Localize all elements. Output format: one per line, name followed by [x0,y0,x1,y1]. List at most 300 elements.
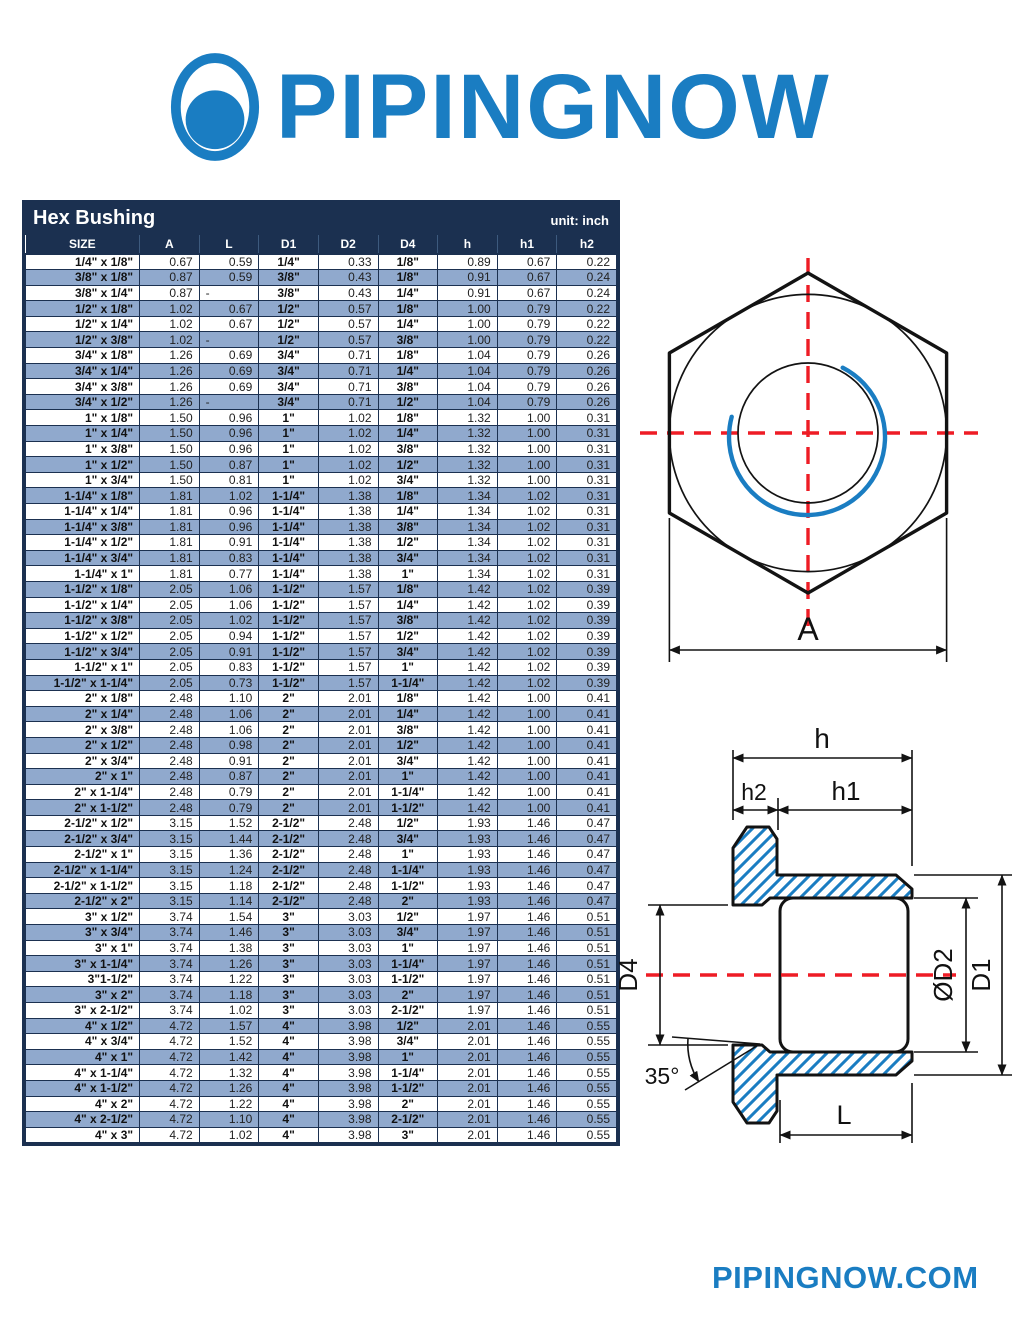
table-cell: 1/4" [378,285,438,301]
dim-label-D4: D4 [613,958,643,992]
table-cell: 0.67 [199,301,259,317]
table-cell: 1.57 [318,597,378,613]
table-cell: 2.01 [318,706,378,722]
table-row [26,659,617,675]
table-cell: 0.39 [557,628,617,644]
table-cell: 3" x 2" [26,987,140,1003]
table-cell: 2.48 [318,831,378,847]
table-cell: 3.15 [140,831,200,847]
table-cell: 1/2" [378,815,438,831]
table-cell: 1/2" [378,457,438,473]
table-cell: 0.91 [438,270,498,286]
table-cell: 1.34 [438,535,498,551]
table-cell: 1" x 1/8" [26,410,140,426]
table-cell: 0.22 [557,316,617,332]
table-row [26,753,617,769]
brand-header [168,50,831,164]
table-cell: 1-1/2" [378,878,438,894]
table-cell: 0.31 [557,457,617,473]
table-cell: 1-1/2" x 1-1/4" [26,675,140,691]
table-cell: 1.81 [140,488,200,504]
table-cell: 0.71 [318,394,378,410]
table-row [26,535,617,551]
table-cell: 1.42 [438,581,498,597]
table-cell: 0.41 [557,706,617,722]
table-cell: 1.46 [497,1065,557,1081]
table-cell: 4" x 1-1/4" [26,1065,140,1081]
table-cell: 1" [259,426,319,442]
table-cell: 1.02 [497,535,557,551]
table-cell: 0.41 [557,769,617,785]
table-cell: 1.00 [497,800,557,816]
table-row [26,1065,617,1081]
table-cell: 1/8" [378,301,438,317]
table-cell: 2" [259,737,319,753]
table-row [26,348,617,364]
table-cell: 2" [259,800,319,816]
table-cell: 3/8" [378,613,438,629]
table-cell: 2.01 [438,1127,498,1143]
table-cell: 2" [259,769,319,785]
table-cell: 1.52 [199,815,259,831]
table-cell: - [199,285,259,301]
table-cell: 2.05 [140,644,200,660]
table-cell: 1.46 [497,1034,557,1050]
table-row [26,550,617,566]
table-cell: 1-1/2" [259,597,319,613]
table-cell: 1.26 [199,1080,259,1096]
table-cell: 1-1/4" [378,675,438,691]
table-cell: 0.31 [557,426,617,442]
table-cell: 1.00 [438,316,498,332]
table-cell: 1/2" [378,628,438,644]
table-cell: 3.15 [140,893,200,909]
table-cell: 1.97 [438,987,498,1003]
table-cell: 1.02 [497,519,557,535]
website-footer: PIPINGNOW.COM [712,1260,979,1295]
table-cell: 3.74 [140,971,200,987]
table-cell: 1.52 [199,1034,259,1050]
table-cell: 3" [259,971,319,987]
table-cell: 0.73 [199,675,259,691]
table-cell: 0.31 [557,504,617,520]
table-cell: 2.48 [140,691,200,707]
column-header: D4 [378,235,438,254]
table-cell: 3.03 [318,1003,378,1019]
table-cell: 2-1/2" x 2" [26,893,140,909]
table-cell: 1.93 [438,815,498,831]
table-cell: 3" [378,1127,438,1143]
table-cell: 1" [259,441,319,457]
table-cell: 2-1/2" [259,878,319,894]
table-cell: 0.47 [557,847,617,863]
table-cell: 3" [259,956,319,972]
table-cell: 1.00 [497,691,557,707]
table-cell: 0.57 [318,332,378,348]
table-cell: 1.46 [497,1003,557,1019]
table-cell: 2.01 [438,1034,498,1050]
table-cell: 1.46 [497,1096,557,1112]
table-cell: 1.02 [318,441,378,457]
table-cell: 0.22 [557,301,617,317]
table-cell: 3/8" x 1/8" [26,270,140,286]
table-row [26,628,617,644]
table-cell: 2.01 [438,1049,498,1065]
table-cell: 1-1/4" [259,519,319,535]
table-cell: 0.79 [199,784,259,800]
table-cell: 3/4" [259,363,319,379]
table-cell: 1.00 [497,472,557,488]
brand-wordmark: PIPINGNOW [276,56,831,158]
table-cell: 2" x 3/4" [26,753,140,769]
table-cell: 3" [259,987,319,1003]
table-cell: 1.46 [497,1018,557,1034]
table-cell: 3/4" x 1/2" [26,394,140,410]
table-cell: 1.10 [199,1112,259,1128]
table-cell: 1/4" [378,316,438,332]
table-cell: 3/8" x 1/4" [26,285,140,301]
table-cell: 1.38 [318,504,378,520]
table-cell: 1.44 [199,831,259,847]
table-cell: 2" [259,706,319,722]
table-cell: 4.72 [140,1127,200,1143]
table-cell: 1.46 [497,1080,557,1096]
table-cell: 1-1/2" x 1" [26,659,140,675]
table-cell: 1/2" x 3/8" [26,332,140,348]
table-cell: 1.46 [497,831,557,847]
table-cell: 3.15 [140,862,200,878]
table-cell: 1.81 [140,566,200,582]
table-cell: 1-1/4" x 3/4" [26,550,140,566]
table-cell: 0.69 [199,379,259,395]
table-cell: 2" [378,893,438,909]
table-cell: 1.38 [318,488,378,504]
table-row [26,1018,617,1034]
table-cell: 0.67 [497,270,557,286]
table-cell: 1.57 [318,613,378,629]
table-cell: 2-1/2" [378,1003,438,1019]
table-cell: 1.18 [199,987,259,1003]
table-cell: 0.41 [557,753,617,769]
table-cell: 1.42 [438,597,498,613]
table-cell: 1.81 [140,550,200,566]
table-cell: 1.46 [497,956,557,972]
table-cell: 0.96 [199,441,259,457]
table-cell: 1.97 [438,940,498,956]
table-cell: 0.39 [557,675,617,691]
column-header: h2 [557,235,617,254]
table-cell: 1/2" [378,1018,438,1034]
table-cell: 0.87 [140,285,200,301]
table-cell: 1.02 [497,550,557,566]
table-cell: 0.22 [557,332,617,348]
table-cell: 4" [259,1112,319,1128]
table-cell: 0.51 [557,925,617,941]
table-row [26,613,617,629]
table-cell: 1.26 [140,394,200,410]
table-cell: 3.98 [318,1127,378,1143]
table-cell: 2.05 [140,675,200,691]
table-row [26,644,617,660]
table-cell: 1.50 [140,472,200,488]
table-cell: 2.48 [318,878,378,894]
table-cell: 1.57 [318,644,378,660]
table-cell: 1-1/2" [259,644,319,660]
table-cell: 1/4" [378,426,438,442]
table-cell: 3.74 [140,1003,200,1019]
table-cell: 1" [259,472,319,488]
table-cell: - [199,332,259,348]
table-cell: 0.26 [557,379,617,395]
table-cell: 2.01 [318,753,378,769]
table-cell: 2" x 1/8" [26,691,140,707]
table-cell: 1.00 [497,753,557,769]
table-cell: 1" [378,659,438,675]
table-cell: 3.03 [318,925,378,941]
table-cell: 4.72 [140,1049,200,1065]
table-cell: 2.48 [140,753,200,769]
table-cell: 2-1/2" x 1/2" [26,815,140,831]
table-cell: 1/8" [378,348,438,364]
table-cell: 2.48 [140,706,200,722]
logo-pipe-bore [186,90,245,149]
table-cell: 1-1/2" x 1/4" [26,597,140,613]
table-row [26,878,617,894]
table-cell: 1.93 [438,862,498,878]
table-cell: 0.31 [557,519,617,535]
table-cell: 4" [259,1127,319,1143]
table-cell: 1.34 [438,519,498,535]
table-cell: 3/4" [259,348,319,364]
table-cell: 1-1/2" x 1/8" [26,581,140,597]
table-row [26,800,617,816]
table-cell: 0.31 [557,441,617,457]
table-cell: 1.57 [318,581,378,597]
table-cell: 1-1/4" [378,1065,438,1081]
table-cell: 3/4" x 1/4" [26,363,140,379]
table-cell: 1.46 [497,815,557,831]
table-cell: 1.32 [199,1065,259,1081]
table-cell: 3" [259,1003,319,1019]
table-cell: 3/8" [259,270,319,286]
table-cell: 1.02 [497,675,557,691]
table-cell: 1.38 [318,519,378,535]
table-cell: 1/2" [259,316,319,332]
table-row [26,909,617,925]
table-cell: 0.51 [557,956,617,972]
table-cell: 0.31 [557,566,617,582]
table-cell: 0.71 [318,348,378,364]
table-cell: 1.06 [199,581,259,597]
table-cell: 0.31 [557,550,617,566]
table-cell: 1.46 [497,987,557,1003]
table-row [26,675,617,691]
table-row [26,722,617,738]
table-cell: 0.91 [438,285,498,301]
table-cell: 1.81 [140,535,200,551]
table-cell: 1.46 [497,925,557,941]
table-row [26,363,617,379]
table-cell: 1" x 3/4" [26,472,140,488]
table-cell: 1.50 [140,457,200,473]
table-cell: 1/8" [378,254,438,270]
table-cell: 0.26 [557,348,617,364]
table-cell: 4" x 1" [26,1049,140,1065]
table-row [26,1127,617,1143]
table-cell: 3.74 [140,925,200,941]
table-cell: 1.00 [497,784,557,800]
table-cell: 2.01 [318,722,378,738]
table-cell: 1" [378,566,438,582]
table-cell: 2" [259,753,319,769]
table-row [26,316,617,332]
table-cell: 2.01 [318,737,378,753]
table-cell: 2" x 1-1/4" [26,784,140,800]
table-cell: 0.33 [318,254,378,270]
table-cell: 1-1/4" x 1/2" [26,535,140,551]
table-cell: 1.18 [199,878,259,894]
table-cell: 3.03 [318,940,378,956]
table-cell: 1/8" [378,488,438,504]
table-cell: 1.36 [199,847,259,863]
table-cell: 1.50 [140,441,200,457]
table-cell: 1.57 [318,628,378,644]
table-cell: 0.91 [199,753,259,769]
table-cell: 1.46 [497,1049,557,1065]
table-cell: 1/4" [259,254,319,270]
table-cell: 1.46 [497,909,557,925]
table-cell: 1.24 [199,862,259,878]
column-header: D2 [318,235,378,254]
table-cell: 1/2" x 1/8" [26,301,140,317]
table-cell: 0.91 [199,644,259,660]
table-cell: 1.02 [497,488,557,504]
unit-label: unit: inch [550,213,609,228]
table-cell: 1-1/4" [378,956,438,972]
table-cell: 1.22 [199,1096,259,1112]
table-cell: 1/8" [378,691,438,707]
table-cell: 1.97 [438,1003,498,1019]
table-row [26,332,617,348]
table-row [26,862,617,878]
table-row [26,769,617,785]
table-cell: 1" [378,1049,438,1065]
table-cell: 3" [259,909,319,925]
column-header: h1 [497,235,557,254]
table-row [26,566,617,582]
table-row [26,925,617,941]
table-cell: 3.98 [318,1065,378,1081]
table-cell: 3/8" [378,519,438,535]
table-row [26,270,617,286]
table-cell: 1.38 [199,940,259,956]
table-cell: 0.89 [438,254,498,270]
table-cell: 1.97 [438,971,498,987]
dim-label-L: L [836,1100,852,1130]
table-cell: 1/4" [378,504,438,520]
table-cell: 1.00 [438,301,498,317]
table-cell: 1.46 [497,1112,557,1128]
table-cell: 1-1/2" [378,1080,438,1096]
table-cell: 0.47 [557,815,617,831]
table-cell: 2.01 [438,1080,498,1096]
table-cell: 0.22 [557,254,617,270]
table-cell: 1/2" [378,737,438,753]
table-cell: 3.98 [318,1112,378,1128]
table-cell: 1.32 [438,457,498,473]
table-cell: 2" x 3/8" [26,722,140,738]
table-cell: 2.01 [318,769,378,785]
table-cell: 0.31 [557,410,617,426]
table-cell: 0.55 [557,1065,617,1081]
table-cell: 2-1/2" x 1" [26,847,140,863]
table-cell: 1.00 [497,457,557,473]
table-cell: 1-1/4" [378,784,438,800]
table-cell: 3.74 [140,940,200,956]
dim-label-h2: h2 [741,779,767,805]
table-cell: 1.02 [140,316,200,332]
table-cell: 1.38 [318,566,378,582]
table-cell: 3/4" x 1/8" [26,348,140,364]
table-cell: 1-1/2" [378,971,438,987]
table-cell: 0.79 [497,301,557,317]
angle-label: 35° [644,1063,680,1089]
table-cell: 1.26 [140,363,200,379]
table-cell: 2.01 [438,1096,498,1112]
table-row [26,956,617,972]
table-cell: 1" [259,457,319,473]
table-cell: 4" x 3" [26,1127,140,1143]
table-cell: 1.46 [497,1127,557,1143]
table-cell: 0.87 [199,457,259,473]
table-row [26,1112,617,1128]
table-cell: 0.43 [318,285,378,301]
table-cell: 1" [378,847,438,863]
table-cell: 2.01 [438,1018,498,1034]
table-cell: 1.42 [438,769,498,785]
pipingnow-logo-icon [168,50,262,164]
table-cell: 1.54 [199,909,259,925]
table-cell: 1.42 [438,784,498,800]
table-cell: 0.57 [318,301,378,317]
table-cell: 1.93 [438,847,498,863]
table-cell: 4.72 [140,1080,200,1096]
table-cell: 1.42 [438,800,498,816]
table-cell: 4.72 [140,1034,200,1050]
table-cell: 1-1/4" [259,488,319,504]
table-cell: 0.69 [199,348,259,364]
table-row [26,394,617,410]
table-cell: 1/8" [378,270,438,286]
table-cell: 3" x 2-1/2" [26,1003,140,1019]
table-cell: 1.00 [497,737,557,753]
table-cell: 1.02 [199,1003,259,1019]
table-cell: 0.83 [199,659,259,675]
table-cell: 1.46 [497,971,557,987]
table-cell: 1.34 [438,550,498,566]
table-cell: 3/4" [259,394,319,410]
table-cell: 2.48 [140,784,200,800]
table-cell: 0.67 [199,316,259,332]
table-cell: 3/4" [378,925,438,941]
table-cell: 2" x 1/4" [26,706,140,722]
table-cell: 0.94 [199,628,259,644]
table-cell: 0.79 [497,316,557,332]
table-cell: 1.06 [199,722,259,738]
table-cell: 1/2" x 1/4" [26,316,140,332]
table-cell: 0.79 [497,332,557,348]
table-cell: 0.51 [557,1003,617,1019]
